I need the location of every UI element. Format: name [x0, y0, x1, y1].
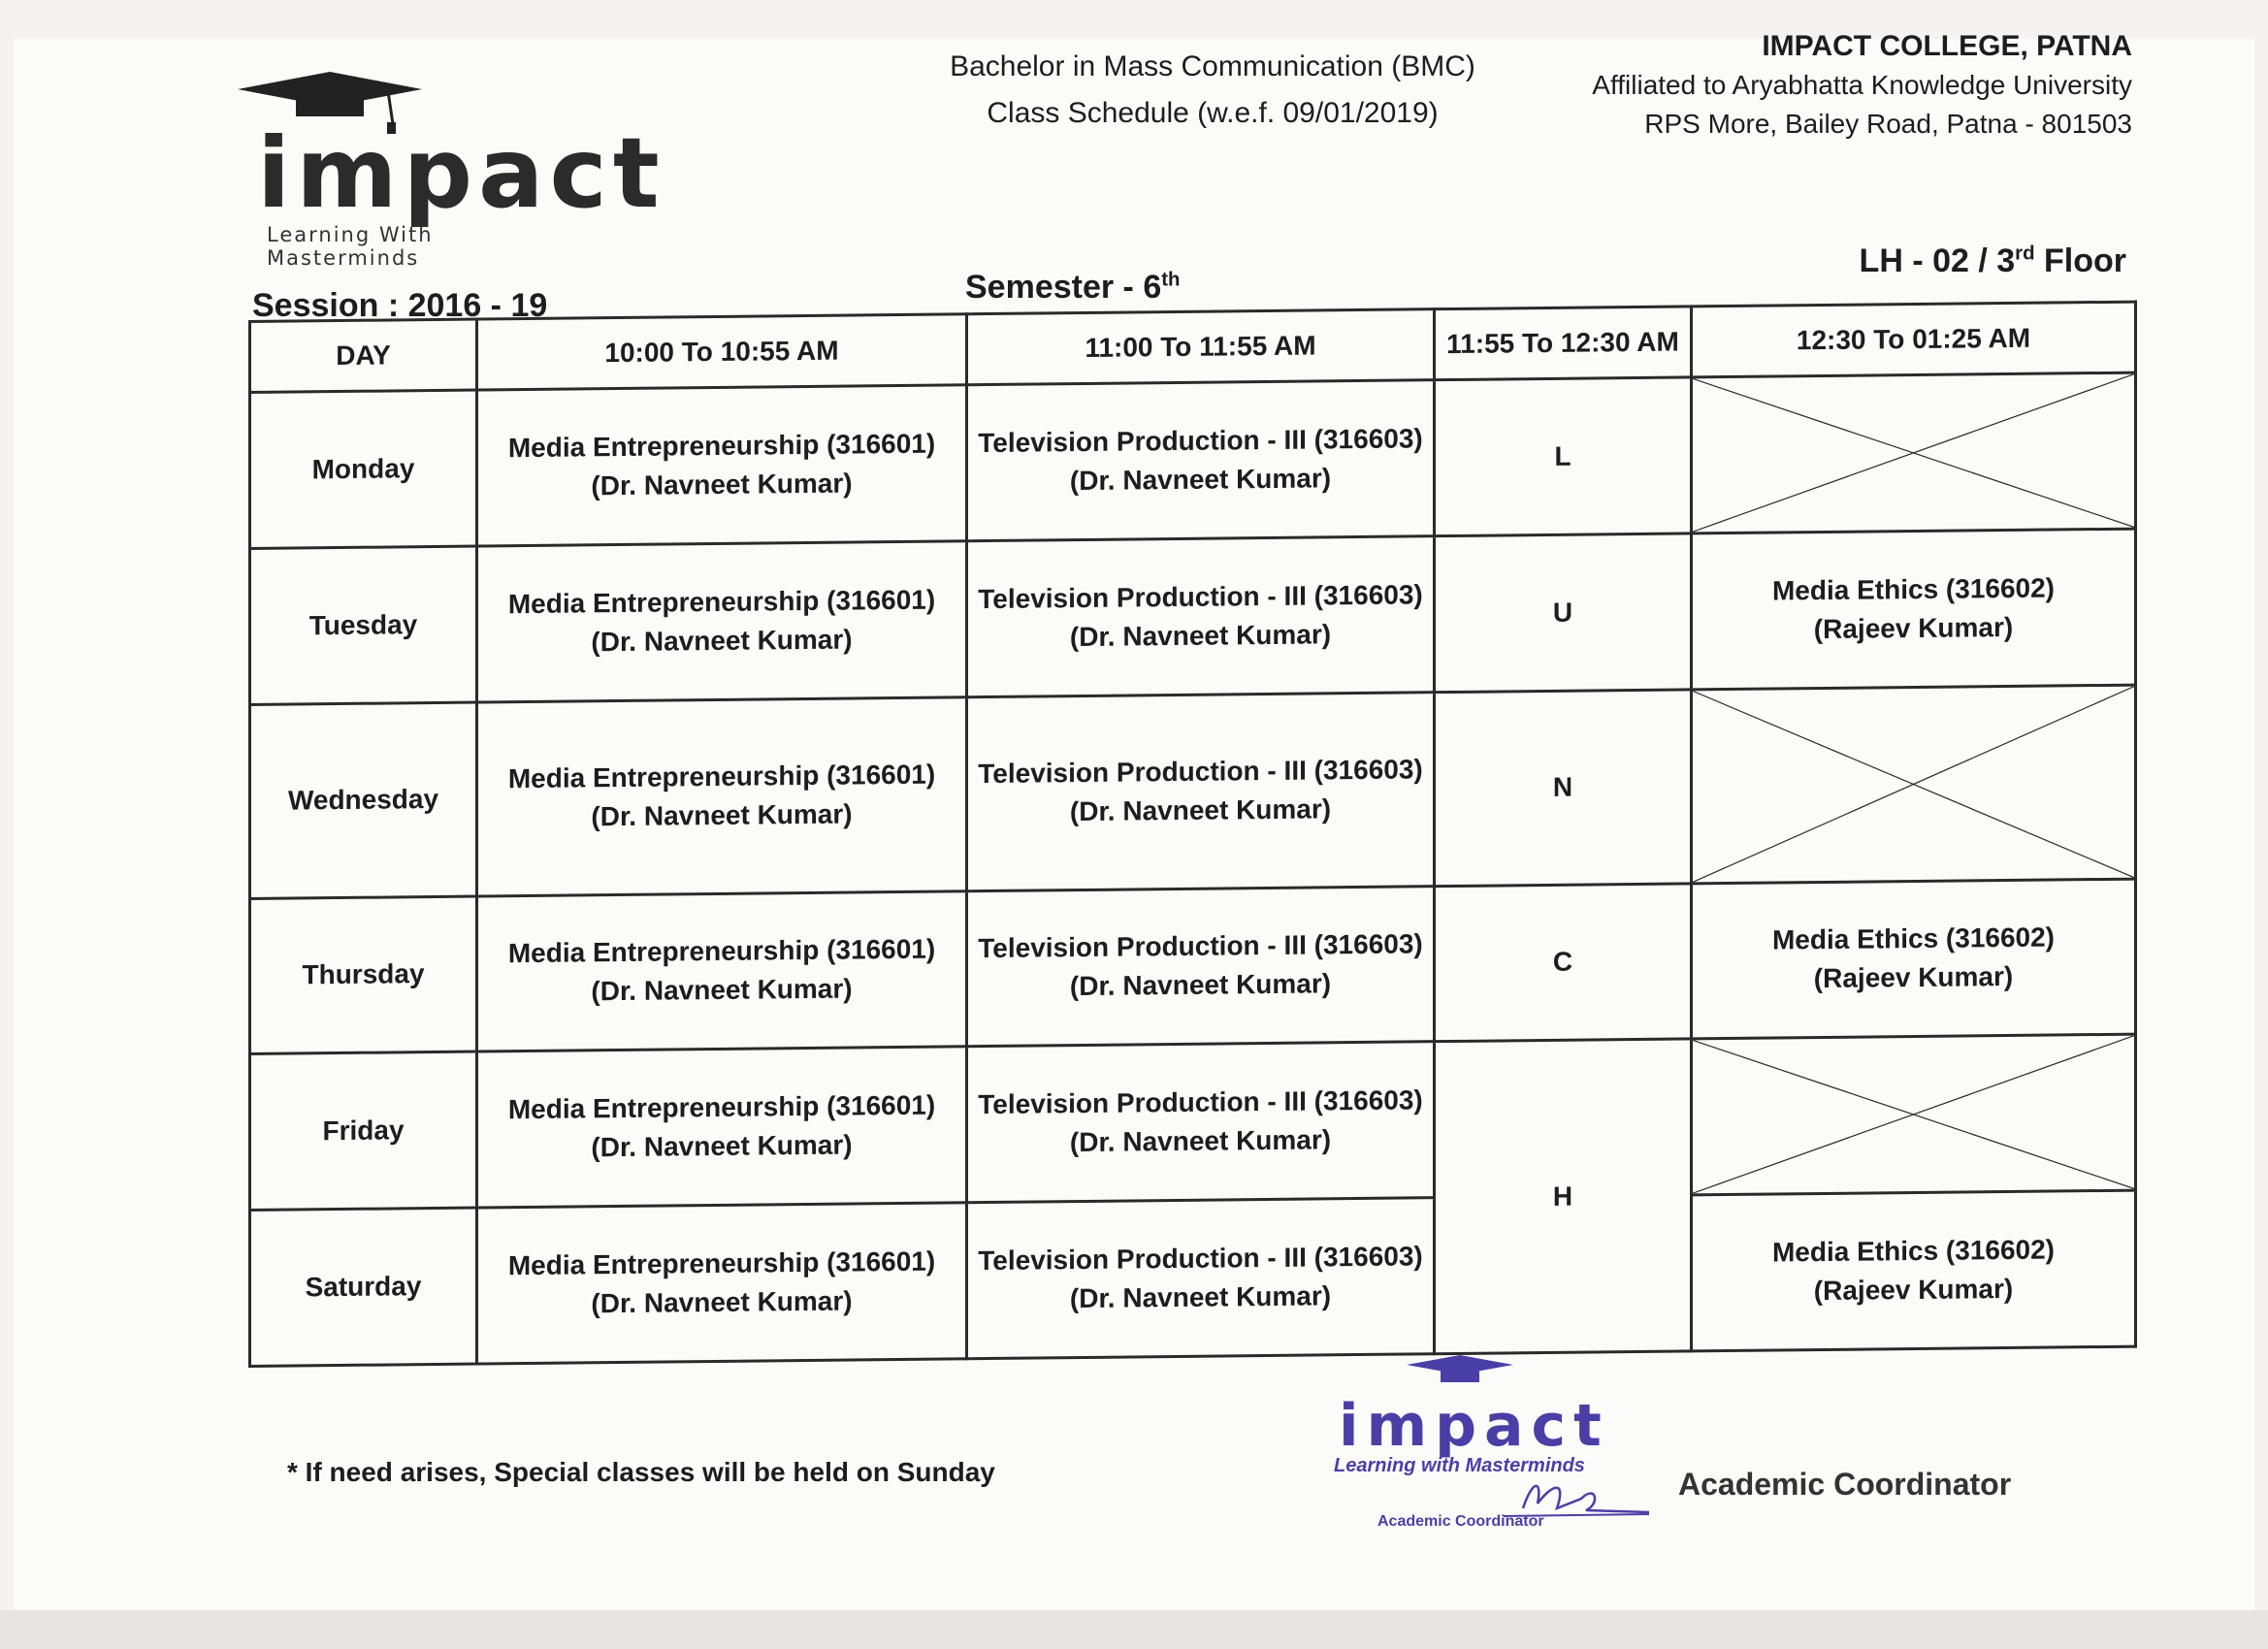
session-label: Session : 2016 - 19	[252, 287, 548, 324]
teacher: (Dr. Navneet Kumar)	[1069, 618, 1332, 652]
subject: Media Ethics (316602)	[1771, 1234, 2056, 1268]
scan-edge	[0, 1610, 2268, 1649]
class-cell	[477, 1203, 967, 1364]
teacher: (Dr. Navneet Kumar)	[1069, 1280, 1332, 1314]
class-cell	[967, 692, 1435, 890]
subject: Television Production - III (316603)	[978, 1084, 1423, 1120]
program-title: Bachelor in Mass Communication (BMC)	[950, 50, 1475, 82]
day-cell: Thursday	[250, 896, 477, 1054]
college-address: RPS More, Bailey Road, Patna - 801503	[1644, 109, 2132, 139]
subject: Media Ethics (316602)	[1771, 922, 2056, 956]
subject: Media Entrepreneurship (316601)	[507, 428, 936, 464]
day-cell: Tuesday	[250, 546, 477, 704]
footnote: * If need arises, Special classes will be held on Sunday	[287, 1457, 995, 1487]
class-cell	[477, 385, 967, 546]
teacher: (Dr. Navneet Kumar)	[591, 798, 853, 832]
subject: Television Production - III (316603)	[978, 754, 1423, 790]
table-row	[250, 879, 2136, 1054]
table-row	[250, 372, 2136, 548]
graduation-cap-icon	[1407, 1353, 1513, 1392]
table-row	[250, 1190, 2136, 1366]
signature-label: Academic Coordinator	[1678, 1467, 2012, 1502]
subject: Television Production - III (316603)	[978, 1241, 1423, 1277]
class-cell	[477, 890, 967, 1051]
schedule-title: Class Schedule (w.e.f. 09/01/2019)	[987, 97, 1439, 129]
teacher: (Rajeev Kumar)	[1813, 611, 2014, 644]
teacher: (Rajeev Kumar)	[1813, 1274, 2014, 1307]
class-cell	[1692, 1190, 2136, 1351]
day-cell: Saturday	[250, 1208, 477, 1366]
subject: Television Production - III (316603)	[978, 928, 1423, 964]
day-cell: Friday	[250, 1051, 477, 1210]
class-cell	[1692, 529, 2136, 690]
stamp-tagline: Learning with Masterminds	[1334, 1455, 1585, 1476]
teacher: (Dr. Navneet Kumar)	[591, 468, 853, 501]
class-cell	[967, 886, 1435, 1047]
teacher: (Rajeev Kumar)	[1813, 961, 2014, 994]
cross-mark-icon	[1693, 686, 2134, 882]
room-label: LH - 02 / 3rd Floor	[1859, 242, 2126, 279]
lunch-cell: L	[1435, 377, 1692, 536]
college-affiliation: Affiliated to Aryabhatta Knowledge University	[1592, 70, 2132, 100]
college-logo	[238, 68, 665, 270]
day-cell: Wednesday	[250, 702, 477, 898]
subject: Media Entrepreneurship (316601)	[507, 759, 936, 794]
teacher: (Dr. Navneet Kumar)	[1069, 463, 1332, 497]
subject: Media Entrepreneurship (316601)	[507, 1089, 936, 1125]
subject: Television Production - III (316603)	[978, 423, 1423, 459]
class-cell	[967, 535, 1435, 696]
teacher: (Dr. Navneet Kumar)	[1069, 968, 1332, 1002]
header-lunch: 11:55 To 12:30 AM	[1435, 307, 1692, 380]
semester-label: Semester - 6th	[965, 269, 1181, 306]
college-stamp	[1319, 1353, 1669, 1547]
lunch-cell: C	[1435, 884, 1692, 1043]
empty-slot	[1692, 1035, 2136, 1196]
teacher: (Dr. Navneet Kumar)	[591, 973, 853, 1007]
subject: Media Ethics (316602)	[1771, 572, 2056, 606]
table-row	[250, 685, 2136, 898]
timetable	[248, 301, 2137, 1368]
college-name: IMPACT COLLEGE, PATNA	[1762, 30, 2132, 62]
empty-slot	[1692, 372, 2136, 534]
cross-mark-icon	[1693, 1036, 2134, 1194]
subject: Media Entrepreneurship (316601)	[507, 1245, 936, 1281]
logo-tagline: Learning With Masterminds	[267, 223, 434, 270]
lunch-cell: U	[1435, 534, 1692, 693]
class-cell	[477, 541, 967, 702]
table-row	[250, 1035, 2136, 1211]
class-cell	[477, 696, 967, 895]
subject: Television Production - III (316603)	[978, 579, 1423, 614]
header-period-2: 11:00 To 11:55 AM	[967, 309, 1435, 385]
header-period-1: 10:00 To 10:55 AM	[477, 314, 967, 390]
class-cell	[967, 1198, 1435, 1359]
header-day: DAY	[250, 319, 477, 392]
subject: Media Entrepreneurship (316601)	[507, 934, 936, 969]
table-row	[250, 529, 2136, 704]
empty-slot	[1692, 685, 2136, 884]
class-cell	[477, 1047, 967, 1208]
college-header	[1592, 27, 2132, 144]
teacher: (Dr. Navneet Kumar)	[591, 624, 853, 657]
cross-mark-icon	[1693, 374, 2134, 533]
teacher: (Dr. Navneet Kumar)	[591, 1129, 853, 1163]
logo-wordmark: impact	[257, 116, 665, 230]
teacher: (Dr. Navneet Kumar)	[1069, 1124, 1332, 1158]
lunch-cell: H	[1435, 1039, 1692, 1353]
stamp-wordmark: impact	[1339, 1392, 1609, 1460]
class-cell	[967, 380, 1435, 541]
class-cell	[967, 1042, 1435, 1203]
lunch-cell: N	[1435, 690, 1692, 887]
class-cell	[1692, 879, 2136, 1040]
teacher: (Dr. Navneet Kumar)	[1069, 793, 1332, 827]
stamp-role: Academic Coordinator	[1377, 1513, 1544, 1530]
teacher: (Dr. Navneet Kumar)	[591, 1285, 853, 1319]
subject: Media Entrepreneurship (316601)	[507, 584, 936, 619]
program-header	[873, 44, 1552, 137]
day-cell: Monday	[250, 390, 477, 548]
header-period-4: 12:30 To 01:25 AM	[1692, 302, 2136, 377]
